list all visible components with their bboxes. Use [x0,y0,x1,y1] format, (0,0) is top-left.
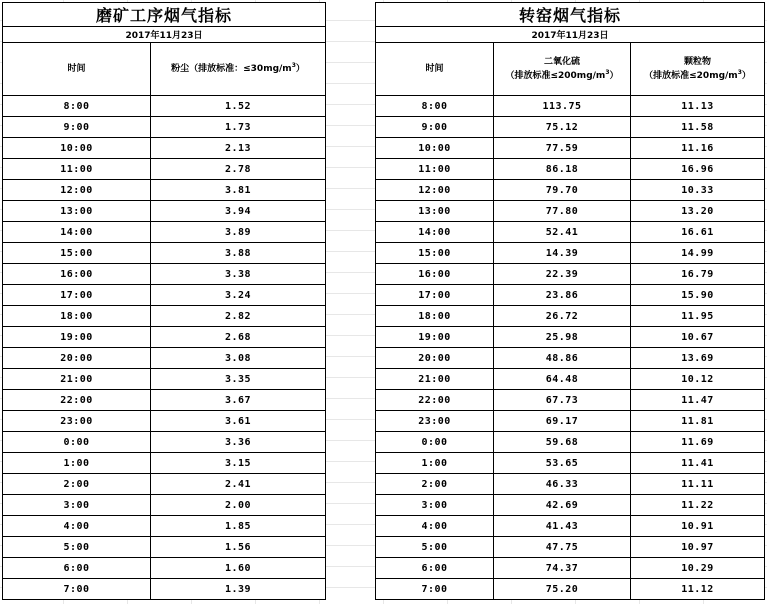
table-row [376,222,765,243]
particulate-cell[interactable]: 11.41 [631,453,765,474]
header-pm-close: ） [741,71,751,81]
header-dust-label: 粉尘（排放标准：≤30mg/m [171,64,292,74]
time-cell[interactable]: 8:00 [3,96,151,117]
table-row [3,96,326,117]
dust-cell[interactable]: 3.94 [151,201,326,222]
time-cell[interactable]: 11:00 [3,159,151,180]
table-row [3,579,326,600]
table-row [3,117,326,138]
dust-cell[interactable]: 3.24 [151,285,326,306]
time-cell[interactable]: 14:00 [376,222,494,243]
table-row [3,159,326,180]
particulate-cell[interactable]: 11.11 [631,474,765,495]
particulate-cell[interactable]: 11.12 [631,579,765,600]
dust-cell[interactable]: 2.82 [151,306,326,327]
table-row [376,159,765,180]
time-cell[interactable]: 10:00 [3,138,151,159]
table-row [376,243,765,264]
particulate-cell[interactable]: 11.47 [631,390,765,411]
so2-cell[interactable]: 67.73 [494,390,631,411]
table-row [376,306,765,327]
so2-cell[interactable]: 77.59 [494,138,631,159]
time-cell[interactable]: 3:00 [376,495,494,516]
time-cell[interactable]: 7:00 [3,579,151,600]
grinding-table-date[interactable]: 2017年11月23日 [3,27,326,43]
table-row [3,516,326,537]
grinding-flue-gas-table [2,2,326,600]
table-row [3,180,326,201]
time-cell[interactable]: 10:00 [376,138,494,159]
table-row [3,390,326,411]
particulate-cell[interactable]: 14.99 [631,243,765,264]
so2-cell[interactable]: 77.80 [494,201,631,222]
time-cell[interactable]: 19:00 [376,327,494,348]
particulate-cell[interactable]: 16.96 [631,159,765,180]
header-pm-superscript: 3 [737,69,742,76]
kiln-flue-gas-table [375,2,765,600]
time-cell[interactable]: 13:00 [3,201,151,222]
time-cell[interactable]: 7:00 [376,579,494,600]
table-row [376,327,765,348]
so2-cell[interactable]: 75.12 [494,117,631,138]
table-row [3,558,326,579]
table-row [376,474,765,495]
time-cell[interactable]: 23:00 [3,411,151,432]
time-cell[interactable]: 8:00 [376,96,494,117]
dust-cell[interactable]: 3.36 [151,432,326,453]
header-so2-name: 二氧化硫 [543,57,580,67]
table-row [3,537,326,558]
time-cell[interactable]: 1:00 [3,453,151,474]
particulate-cell[interactable]: 13.69 [631,348,765,369]
dust-cell[interactable]: 1.56 [151,537,326,558]
table-row [3,369,326,390]
time-cell[interactable]: 11:00 [376,159,494,180]
dust-cell[interactable]: 3.15 [151,453,326,474]
dust-cell[interactable]: 3.81 [151,180,326,201]
dust-cell[interactable]: 1.85 [151,516,326,537]
dust-cell[interactable]: 1.39 [151,579,326,600]
header-so2-standard: （排放标准≤200mg/m [505,71,606,81]
table-row [3,243,326,264]
header-pm-name: 颗粒物 [684,57,712,67]
table-row [376,579,765,600]
header-time[interactable]: 时间 [376,43,494,96]
table-row [3,411,326,432]
time-cell[interactable]: 16:00 [3,264,151,285]
time-cell[interactable]: 1:00 [376,453,494,474]
table-row [376,369,765,390]
dust-cell[interactable]: 1.60 [151,558,326,579]
particulate-cell[interactable]: 10.97 [631,537,765,558]
table-row [376,537,765,558]
particulate-cell[interactable]: 13.20 [631,201,765,222]
time-cell[interactable]: 12:00 [3,180,151,201]
time-cell[interactable]: 18:00 [3,306,151,327]
particulate-cell[interactable]: 16.61 [631,222,765,243]
particulate-cell[interactable]: 11.58 [631,117,765,138]
table-row [376,411,765,432]
so2-cell[interactable]: 52.41 [494,222,631,243]
time-cell[interactable]: 9:00 [3,117,151,138]
time-cell[interactable]: 14:00 [3,222,151,243]
so2-cell[interactable]: 47.75 [494,537,631,558]
so2-cell[interactable]: 113.75 [494,96,631,117]
dust-cell[interactable]: 3.08 [151,348,326,369]
time-cell[interactable]: 18:00 [376,306,494,327]
table-row [376,432,765,453]
table-row [3,138,326,159]
dust-cell[interactable]: 3.61 [151,411,326,432]
time-cell[interactable]: 4:00 [376,516,494,537]
table-row [3,495,326,516]
time-cell[interactable]: 12:00 [376,180,494,201]
time-cell[interactable]: 2:00 [3,474,151,495]
dust-cell[interactable]: 1.73 [151,117,326,138]
particulate-cell[interactable]: 11.95 [631,306,765,327]
time-cell[interactable]: 4:00 [3,516,151,537]
table-row [3,327,326,348]
dust-cell[interactable]: 3.67 [151,390,326,411]
so2-cell[interactable]: 42.69 [494,495,631,516]
so2-cell[interactable]: 48.86 [494,348,631,369]
particulate-cell[interactable]: 16.79 [631,264,765,285]
time-cell[interactable]: 15:00 [3,243,151,264]
dust-cell[interactable]: 2.00 [151,495,326,516]
particulate-cell[interactable]: 15.90 [631,285,765,306]
dust-cell[interactable]: 2.41 [151,474,326,495]
time-cell[interactable]: 0:00 [3,432,151,453]
table-row [3,474,326,495]
so2-cell[interactable]: 75.20 [494,579,631,600]
table-row [3,285,326,306]
dust-cell[interactable]: 2.68 [151,327,326,348]
table-row [376,201,765,222]
header-so2-superscript: 3 [605,69,610,76]
table-row [376,390,765,411]
header-so2-close: ） [609,71,619,81]
particulate-cell[interactable]: 11.81 [631,411,765,432]
table-row [376,558,765,579]
table-row [376,264,765,285]
so2-cell[interactable]: 46.33 [494,474,631,495]
dust-cell[interactable]: 1.52 [151,96,326,117]
so2-cell[interactable]: 23.86 [494,285,631,306]
time-cell[interactable]: 6:00 [376,558,494,579]
particulate-cell[interactable]: 10.29 [631,558,765,579]
time-cell[interactable]: 20:00 [376,348,494,369]
time-cell[interactable]: 3:00 [3,495,151,516]
particulate-cell[interactable]: 10.67 [631,327,765,348]
time-cell[interactable]: 13:00 [376,201,494,222]
particulate-cell[interactable]: 10.91 [631,516,765,537]
so2-cell[interactable]: 53.65 [494,453,631,474]
time-cell[interactable]: 9:00 [376,117,494,138]
table-row [376,117,765,138]
time-cell[interactable]: 5:00 [376,537,494,558]
particulate-cell[interactable]: 11.16 [631,138,765,159]
so2-cell[interactable]: 59.68 [494,432,631,453]
table-row [376,453,765,474]
table-row [3,453,326,474]
time-cell[interactable]: 21:00 [3,369,151,390]
table-row [376,285,765,306]
time-cell[interactable]: 0:00 [376,432,494,453]
header-pm-standard: （排放标准≤20mg/m [644,71,738,81]
so2-cell[interactable]: 26.72 [494,306,631,327]
dust-cell[interactable]: 2.78 [151,159,326,180]
particulate-cell[interactable]: 11.22 [631,495,765,516]
so2-cell[interactable]: 86.18 [494,159,631,180]
table-row [376,348,765,369]
time-cell[interactable]: 6:00 [3,558,151,579]
header-time[interactable]: 时间 [3,43,151,96]
table-row [376,516,765,537]
table-row [3,348,326,369]
header-dust[interactable] [151,43,326,96]
table-row [3,201,326,222]
time-cell[interactable]: 17:00 [376,285,494,306]
time-cell[interactable]: 17:00 [3,285,151,306]
table-row [3,306,326,327]
so2-cell[interactable]: 14.39 [494,243,631,264]
time-cell[interactable]: 19:00 [3,327,151,348]
time-cell[interactable]: 2:00 [376,474,494,495]
dust-cell[interactable]: 3.88 [151,243,326,264]
header-dust-superscript: 3 [291,62,296,69]
particulate-cell[interactable]: 10.33 [631,180,765,201]
dust-cell[interactable]: 3.89 [151,222,326,243]
dust-cell[interactable]: 3.38 [151,264,326,285]
kiln-table-date[interactable]: 2017年11月23日 [376,27,765,43]
so2-cell[interactable]: 41.43 [494,516,631,537]
so2-cell[interactable]: 79.70 [494,180,631,201]
table-row [3,432,326,453]
time-cell[interactable]: 20:00 [3,348,151,369]
particulate-cell[interactable]: 10.12 [631,369,765,390]
table-row [3,264,326,285]
dust-cell[interactable]: 2.13 [151,138,326,159]
table-row [3,222,326,243]
time-cell[interactable]: 15:00 [376,243,494,264]
time-cell[interactable]: 21:00 [376,369,494,390]
header-so2[interactable] [494,43,631,96]
so2-cell[interactable]: 25.98 [494,327,631,348]
table-row [376,495,765,516]
table-row [376,96,765,117]
particulate-cell[interactable]: 11.13 [631,96,765,117]
so2-cell[interactable]: 74.37 [494,558,631,579]
grinding-table-title[interactable]: 磨矿工序烟气指标 [3,3,326,27]
time-cell[interactable]: 23:00 [376,411,494,432]
so2-cell[interactable]: 69.17 [494,411,631,432]
time-cell[interactable]: 5:00 [3,537,151,558]
table-row [376,138,765,159]
time-cell[interactable]: 22:00 [3,390,151,411]
table-row [376,180,765,201]
so2-cell[interactable]: 22.39 [494,264,631,285]
header-particulate[interactable] [631,43,765,96]
time-cell[interactable]: 22:00 [376,390,494,411]
particulate-cell[interactable]: 11.69 [631,432,765,453]
header-dust-close: ） [295,64,305,74]
so2-cell[interactable]: 64.48 [494,369,631,390]
kiln-table-title[interactable]: 转窑烟气指标 [376,3,765,27]
dust-cell[interactable]: 3.35 [151,369,326,390]
time-cell[interactable]: 16:00 [376,264,494,285]
